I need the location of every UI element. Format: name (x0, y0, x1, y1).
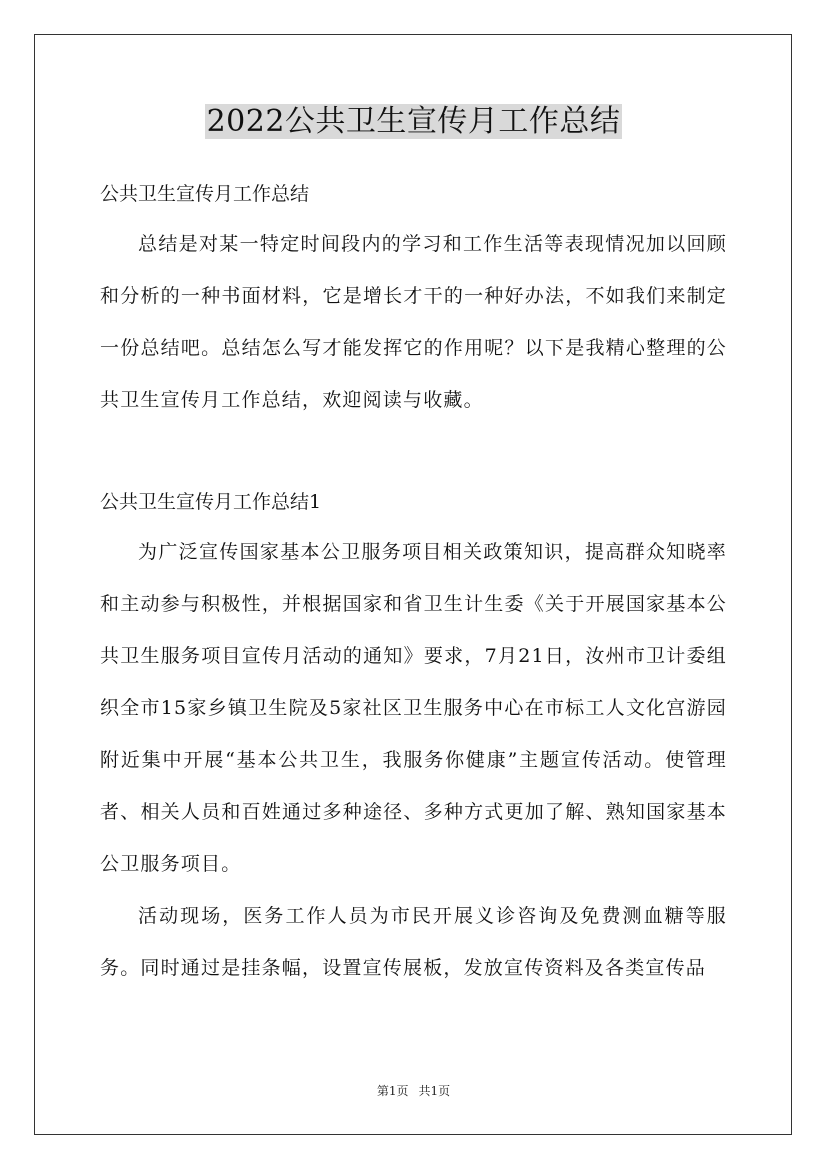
document-title (0, 100, 827, 144)
document-subtitle: 公共卫生宣传月工作总结 (100, 183, 310, 205)
document-title-text: 2022公共卫生宣传月工作总结 (206, 104, 621, 139)
document-body (100, 170, 727, 994)
page-footer (0, 1082, 827, 1099)
page-number: 第1页 (376, 1084, 409, 1098)
intro-paragraph: 总结是对某一特定时间段内的学习和工作生活等表现情况加以回顾和分析的一种书面材料，它是增长才干的一种好办法，不如我们来制定一份总结吧。总结怎么写才能发挥它的作用呢？以下是我精心整理的公共卫生宣传月工作总结，欢迎阅读与收藏。 (100, 233, 727, 411)
paragraph-spacer (100, 426, 727, 478)
section-paragraph-1: 为广泛宣传国家基本公卫服务项目相关政策知识，提高群众知晓率和主动参与积极性，并根据国家和省卫生计生委《关于开展国家基本公共卫生服务项目宣传月活动的通知》要求，7月21日，汝州市卫计委组织全市15家乡镇卫生院及5家社区卫生服务中心在市标工人文化宫游园附近集中开展“基本公共卫生，我服务你健康”主题宣传活动。使管理者、相关人员和百姓通过多种途径、多种方式更加了解、熟知国家基本公卫服务项目。 (100, 541, 727, 875)
page-total: 共1页 (418, 1084, 451, 1098)
section-heading: 公共卫生宣传月工作总结1 (100, 491, 322, 513)
section-paragraph-2: 活动现场，医务工作人员为市民开展义诊咨询及免费测血糖等服务。同时通过是挂条幅，设置宣传展板，发放宣传资料及各类宣传品 (100, 905, 727, 979)
